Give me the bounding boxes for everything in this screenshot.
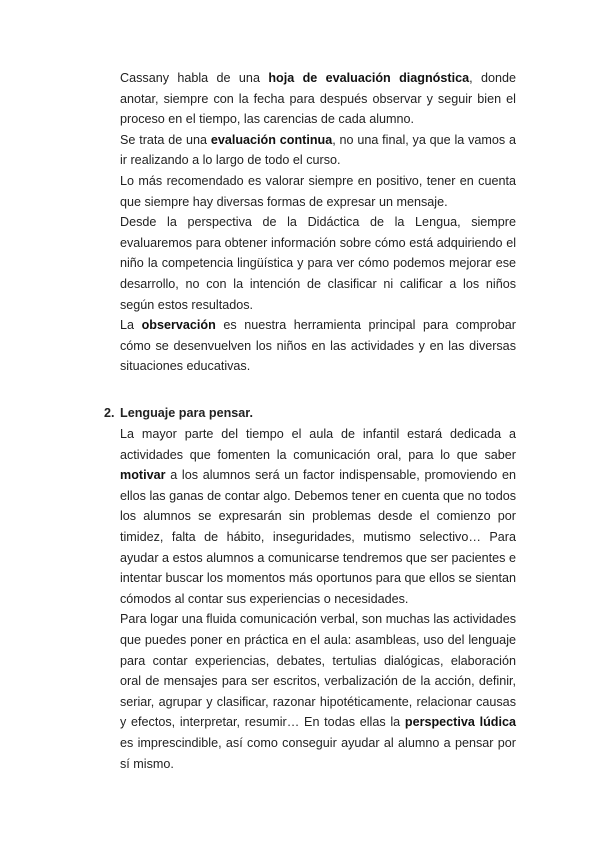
paragraph-valorar-positivo: Lo más recomendado es valorar siempre en positivo, tener en cuenta que siempre hay diversas formas de expresar un mensaje. <box>120 173 516 209</box>
intro-block <box>120 68 516 377</box>
paragraph-comunicacion-oral: La mayor parte del tiempo el aula de infantil estará dedicada a actividades que fomenten la comunicación oral, para lo que saber motivar a los alumnos será un factor indispensable, promoviendo en ellos las ganas de contar algo. Debemos tener en cuenta que no todos los alumnos se expresarán sin problemas desde el comienzo por timidez, falta de hábito, inseguridades, mutismo selectivo… Para ayudar a estos alumnos a comunicarse tendremos que ser pacientes e intentar buscar los momentos más oportunos para que ellos se sientan cómodos al contar sus experiencias o necesidades. <box>120 427 516 606</box>
section-2-block <box>120 424 516 774</box>
paragraph-evaluacion-diagnostica: Cassany habla de una hoja de evaluación diagnóstica, donde anotar, siempre con la fecha para después observar y seguir bien el proceso en el tiempo, las carencias de cada alumno. <box>120 71 516 127</box>
bold-term-motivar: motivar <box>120 468 166 483</box>
bold-term-perspectiva-ludica: perspectiva lúdica <box>404 715 516 730</box>
paragraph-evaluacion-continua: Se trata de una evaluación continua, no una final, ya que la vamos a ir realizando a lo largo de todo el curso. <box>120 132 516 168</box>
bold-term-evaluacion-continua: evaluación continua <box>210 132 333 147</box>
bold-term-hoja-evaluacion: hoja de evaluación diagnóstica <box>268 71 470 85</box>
section-title: Lenguaje para pensar. <box>120 406 253 420</box>
paragraph-comunicacion-verbal: Para logar una fluida comunicación verbal, son muchas las actividades que puedes poner en práctica en el aula: asambleas, uso del lenguaje para contar experiencias, debates, tertulias dialógicas, elaboración oral de mensajes para ser escritos, verbalización de la acción, definir, seriar, agrupar y clasificar, razonar hipotéticamente, relacionar causas y efectos, interpretar, resumir… En todas ellas la perspectiva lúdica es imprescindible, así como conseguir ayudar al alumno a pensar por sí mismo. <box>120 612 516 771</box>
bold-term-observacion: observación <box>141 318 216 333</box>
paragraph-didactica-lengua: Desde la perspectiva de la Didáctica de la Lengua, siempre evaluaremos para obtener información sobre cómo está adquiriendo el niño la competencia lingüística y para ver cómo podemos mejorar ese desarrollo, no con la intención de clasificar ni calificar a los niños según estos resultados. <box>120 215 516 312</box>
paragraph-observacion: La observación es nuestra herramienta principal para comprobar cómo se desenvuelven los niños en las actividades y en las diversas situaciones educativas. <box>120 318 516 374</box>
section-heading <box>104 403 253 424</box>
section-number: 2. <box>104 406 115 420</box>
